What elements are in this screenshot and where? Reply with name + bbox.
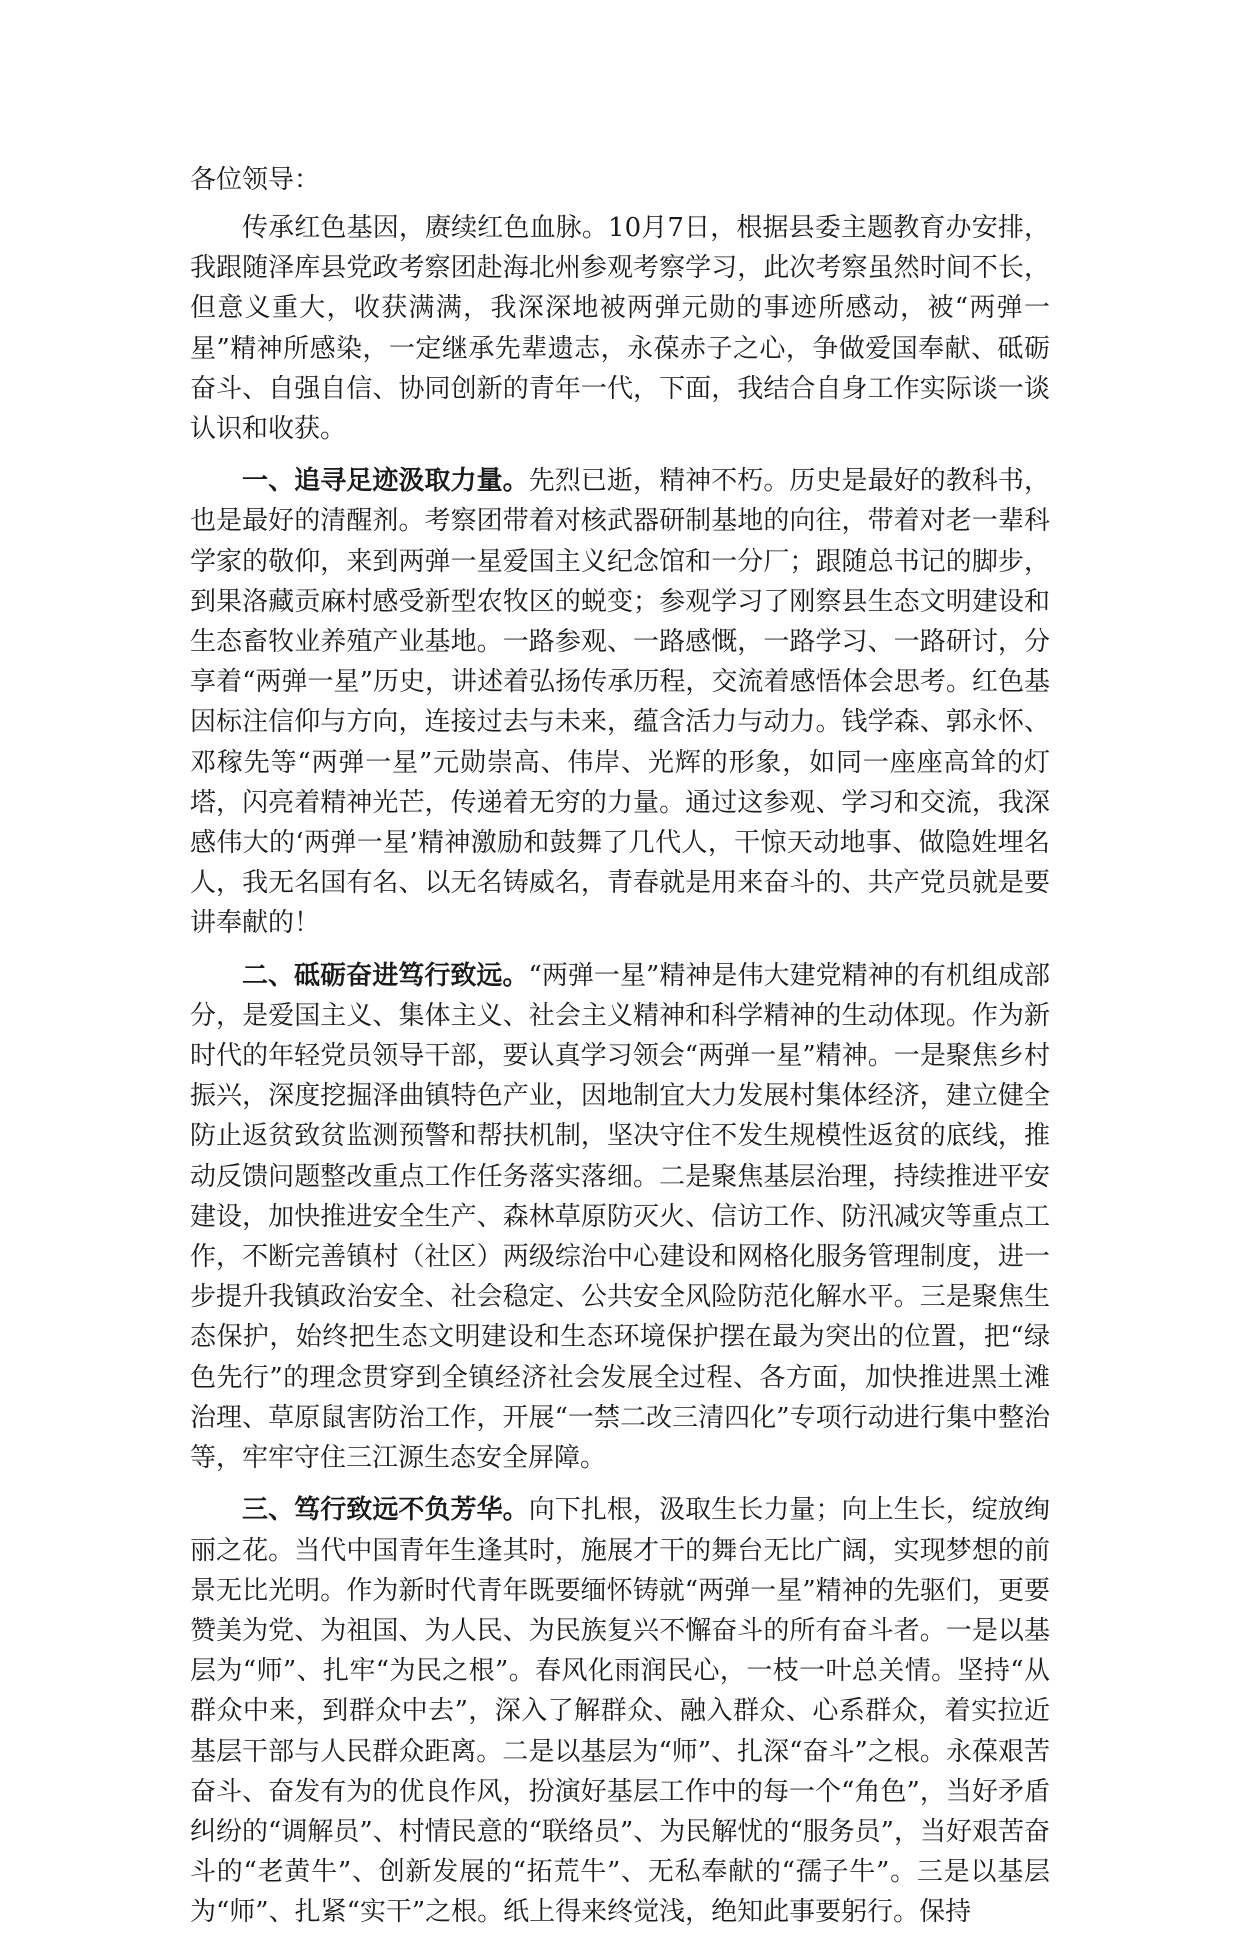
paragraph-text: 先烈已逝，精神不朽。历史是最好的教科书，也是最好的清醒剂。考察团带着对核武器研制基地的向往，带着对老一辈科学家的敬仰，来到两弹一星爱国主义纪念馆和一分厂；跟随总书记的脚步，到果洛藏贡麻村感受新型农牧区的蜕变；参观学习了刚察县生态文明建设和生态畜牧业养殖产业基地。一路参观、一路感慨，一路学习、一路研讨，分享着“两弹一星”历史，讲述着弘扬传承历程，交流着感悟体会思考。红色基因标注信仰与方向，连接过去与未来，蕴含活力与动力。钱学森、郭永怀、邓稼先等“两弹一星”元勋崇高、伟岸、光辉的形象，如同一座座高耸的灯塔，闪亮着精神光芒，传递着无穷的力量。通过这参观、学习和交流，我深感伟大的‘两弹一星’精神激励和鼓舞了几代人，干惊天动地事、做隐姓埋名人，我无名国有名、以无名铸威名，青春就是用来奋斗的、共产党员就是要讲奉献的！: [190, 466, 1050, 939]
section-heading-2: 二、砥砺奋进笃行致远。: [242, 960, 529, 991]
paragraph-section-1: [190, 461, 1050, 943]
paragraph-text: 传承红色基因，赓续红色血脉。10月7日，根据县委主题教育办安排，我跟随泽库县党政考察团赴海北州参观考察学习，此次考察虽然时间不长，但意义重大，收获满满，我深深地被两弹元勋的事迹所感动，被“两弹一星”精神所感染，一定继承先辈遗志，永葆赤子之心，争做爱国奉献、砥砺奋斗、自强自信、协同创新的青年一代，下面，我结合自身工作实际谈一谈认识和收获。: [190, 213, 1050, 445]
document-page: [190, 160, 1050, 1945]
salutation: 各位领导：: [190, 165, 321, 195]
section-heading-3: 三、笃行致远不负芳华。: [242, 1495, 529, 1526]
paragraph-text: 向下扎根，汲取生长力量；向上生长，绽放绚丽之花。当代中国青年生逢其时，施展才干的舞台无比广阔，实现梦想的前景无比光明。作为新时代青年既要缅怀铸就“两弹一星”精神的先驱们，更要赞美为党、为祖国、为人民、为民族复兴不懈奋斗的所有奋斗者。一是以基层为“师”、扎牢“为民之根”。春风化雨润民心，一枝一叶总关情。坚持“从群众中来，到群众中去”，深入了解群众、融入群众、心系群众，着实拉近基层干部与人民群众距离。二是以基层为“师”、扎深“奋斗”之根。永葆艰苦奋斗、奋发有为的优良作风，扮演好基层工作中的每一个“角色”，当好矛盾纠纷的“调解员”、村情民意的“联络员”、为民解忧的“服务员”，当好艰苦奋斗的“老黄牛”、创新发展的“拓荒牛”、无私奉献的“孺子牛”。三是以基层为“师”、扎紧“实干”之根。纸上得来终觉浅，绝知此事要躬行。保持: [190, 1495, 1050, 1928]
paragraph-intro: [190, 208, 1050, 449]
paragraph-text: “两弹一星”精神是伟大建党精神的有机组成部分，是爱国主义、集体主义、社会主义精神和科学精神的生动体现。作为新时代的年轻党员领导干部，要认真学习领会“两弹一星”精神。一是聚焦乡村振兴，深度挖掘泽曲镇特色产业，因地制宜大力发展村集体经济，建立健全防止返贫致贫监测预警和帮扶机制，坚决守住不发生规模性返贫的底线，推动反馈问题整改重点工作任务落实落细。二是聚焦基层治理，持续推进平安建设，加快推进安全生产、森林草原防灭火、信访工作、防汛减灾等重点工作，不断完善镇村（社区）两级综治中心建设和网格化服务管理制度，进一步提升我镇政治安全、社会稳定、公共安全风险防范化解水平。三是聚焦生态保护，始终把生态文明建设和生态环境保护摆在最为突出的位置，把“绿色先行”的理念贯穿到全镇经济社会发展全过程、各方面，加快推进黑土滩治理、草原鼠害防治工作，开展“一禁二改三清四化”专项行动进行集中整治等，牢牢守住三江源生态安全屏障。: [190, 960, 1050, 1474]
section-heading-1: 一、追寻足迹汲取力量。: [242, 466, 529, 497]
paragraph-section-2: [190, 956, 1050, 1479]
paragraph-section-3: [190, 1490, 1050, 1932]
